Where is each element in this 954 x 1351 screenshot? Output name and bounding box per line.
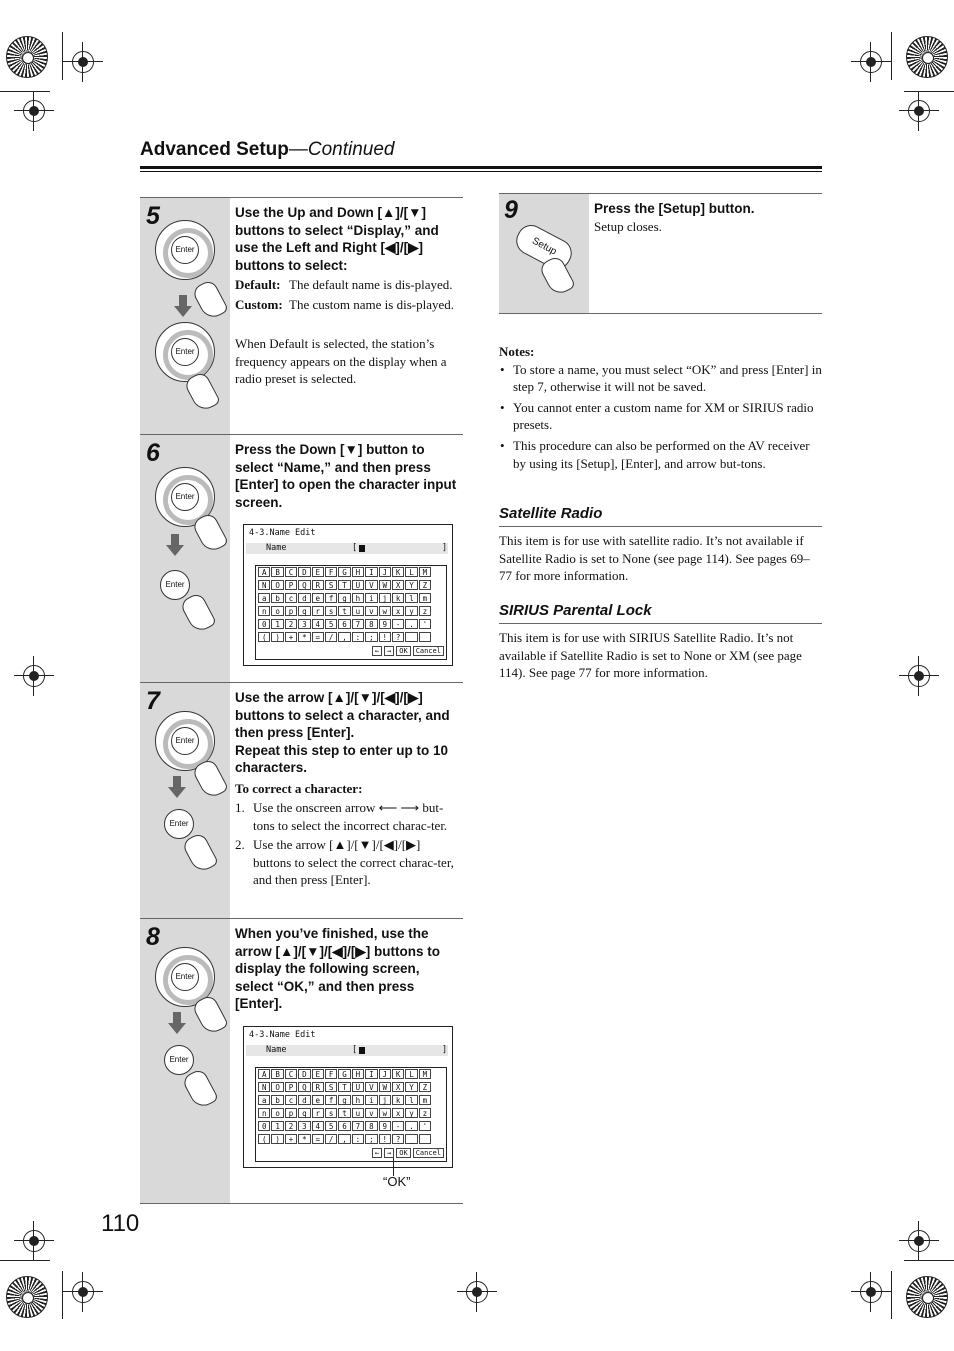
screen-controls — [258, 1148, 444, 1160]
char-key[interactable]: g — [338, 1095, 350, 1105]
section-rule — [499, 526, 822, 527]
char-key[interactable]: e — [312, 1095, 324, 1105]
char-key[interactable]: , — [338, 632, 350, 642]
char-key[interactable]: Q — [298, 1082, 310, 1092]
char-key[interactable]: w — [379, 1108, 391, 1118]
char-key[interactable]: s — [325, 606, 337, 616]
char-key[interactable]: P — [285, 1082, 297, 1092]
ok-key[interactable]: OK — [396, 646, 410, 656]
enter-button-label: Enter — [171, 338, 199, 366]
section-heading: Satellite Radio — [499, 505, 603, 522]
char-key[interactable]: W — [379, 580, 391, 590]
char-key[interactable]: 5 — [325, 1121, 337, 1131]
char-key[interactable]: ' — [419, 1121, 431, 1131]
note-item: • You cannot enter a custom name for XM or SIRIUS radio presets. — [513, 399, 822, 434]
char-key[interactable]: c — [285, 1095, 297, 1105]
char-key[interactable]: w — [379, 606, 391, 616]
crosshair-icon — [23, 100, 45, 122]
crosshair-icon — [860, 1281, 882, 1303]
char-key[interactable]: 0 — [258, 1121, 270, 1131]
crop-line — [0, 91, 50, 92]
char-key[interactable]: z — [419, 606, 431, 616]
step-instruction: Press the Down [▼] button to select “Name,” and then press [Enter] to open the character input screen. — [235, 442, 457, 510]
char-key[interactable]: . — [405, 1121, 417, 1131]
char-key[interactable]: e — [312, 593, 324, 603]
char-row — [258, 1108, 444, 1121]
char-key[interactable]: Z — [419, 1082, 431, 1092]
section-rule — [499, 623, 822, 624]
char-key[interactable]: b — [271, 593, 283, 603]
char-key[interactable]: h — [352, 1095, 364, 1105]
arrow-down-icon — [168, 787, 186, 798]
char-key[interactable]: R — [312, 1082, 324, 1092]
char-key[interactable]: Y — [405, 580, 417, 590]
char-key[interactable]: p — [285, 606, 297, 616]
step-instruction-repeat: Repeat this step to enter up to 10 characters. — [235, 742, 449, 776]
enter-button-icon — [160, 570, 190, 600]
step-instruction: Press the [Setup] button. — [594, 201, 755, 216]
char-key[interactable]: 8 — [365, 1121, 377, 1131]
arrow-right-key[interactable]: → — [384, 1148, 394, 1158]
char-key[interactable]: r — [312, 1108, 324, 1118]
char-key[interactable]: 8 — [365, 619, 377, 629]
char-key[interactable]: * — [298, 1134, 310, 1144]
character-grid — [255, 565, 447, 660]
char-key[interactable]: H — [352, 1069, 364, 1079]
char-row — [258, 1134, 444, 1147]
step-body — [235, 925, 461, 1013]
char-key[interactable]: S — [325, 1082, 337, 1092]
char-key[interactable]: 1 — [271, 1121, 283, 1131]
arrow-down-icon — [168, 1023, 186, 1034]
char-key[interactable]: x — [392, 1108, 404, 1118]
note-item: • This procedure can also be performed on the AV receiver by using its [Setup], [Enter], and arrow but-tons. — [513, 437, 822, 472]
char-key[interactable]: 7 — [352, 619, 364, 629]
char-row — [258, 1082, 444, 1095]
char-key[interactable]: t — [338, 606, 350, 616]
crosshair-icon — [72, 1281, 94, 1303]
crosshair-icon — [466, 1281, 488, 1303]
char-key[interactable]: s — [325, 1108, 337, 1118]
enter-button-icon — [164, 809, 194, 839]
char-key[interactable]: V — [365, 580, 377, 590]
section-text: This item is for use with SIRIUS Satellite Radio. It’s not available if Satellite Radio is set to None or XM (see page 114). See page 77 for more information. — [499, 630, 802, 681]
correct-item: 2. Use the arrow [▲]/[▼]/[◀]/[▶] buttons to select the correct charac-ter, and then press [Enter]. — [235, 836, 461, 889]
char-key[interactable]: v — [365, 606, 377, 616]
char-key[interactable]: C — [285, 1069, 297, 1079]
char-key[interactable]: . — [405, 619, 417, 629]
char-key[interactable]: 9 — [379, 619, 391, 629]
char-key[interactable]: = — [312, 632, 324, 642]
char-key[interactable]: m — [419, 593, 431, 603]
char-key[interactable]: D — [298, 1069, 310, 1079]
char-key[interactable]: ; — [365, 1134, 377, 1144]
char-key[interactable]: ( — [258, 1134, 270, 1144]
char-key[interactable]: / — [325, 1134, 337, 1144]
char-key[interactable]: F — [325, 1069, 337, 1079]
correct-item-text: Use the arrow [▲]/[▼]/[◀]/[▶] buttons to select the correct charac-ter, and then press [Enter]. — [253, 837, 454, 888]
char-key[interactable]: A — [258, 1069, 270, 1079]
char-row — [258, 1069, 444, 1082]
char-row — [258, 1121, 444, 1134]
screen-controls — [258, 646, 444, 658]
step-body — [235, 689, 461, 889]
bracket-open: [ — [352, 1045, 358, 1055]
arrow-left-key[interactable]: ← — [372, 1148, 382, 1158]
step-5 — [140, 197, 463, 435]
step-result: Setup closes. — [594, 218, 662, 234]
enter-button-label: Enter — [169, 819, 189, 828]
section-heading: SIRIUS Parental Lock — [499, 602, 652, 619]
char-key[interactable]: a — [258, 1095, 270, 1105]
char-key[interactable]: 9 — [379, 1121, 391, 1131]
char-key[interactable]: y — [405, 606, 417, 616]
crop-line — [891, 32, 892, 80]
char-key[interactable]: u — [352, 1108, 364, 1118]
char-key[interactable]: + — [285, 1134, 297, 1144]
char-row — [258, 619, 444, 632]
crosshair-icon — [72, 51, 94, 73]
char-key[interactable]: 4 — [312, 619, 324, 629]
char-key[interactable]: _ — [405, 632, 417, 642]
char-key[interactable]: K — [392, 1069, 404, 1079]
char-row — [258, 606, 444, 619]
header-continued: —Continued — [288, 139, 395, 160]
char-key[interactable]: N — [258, 1082, 270, 1092]
char-key[interactable]: d — [298, 1095, 310, 1105]
char-row — [258, 580, 444, 593]
char-key[interactable] — [419, 1134, 431, 1144]
step-body — [235, 441, 461, 511]
crop-line — [62, 1271, 63, 1319]
enter-button-label: Enter — [169, 1055, 189, 1064]
enter-button-icon — [164, 1045, 194, 1075]
char-key[interactable]: V — [365, 1082, 377, 1092]
char-row — [258, 593, 444, 606]
char-key[interactable]: I — [365, 567, 377, 577]
char-key[interactable]: O — [271, 1082, 283, 1092]
option-desc: The default name is dis-played. — [289, 277, 453, 293]
cancel-key[interactable]: Cancel — [413, 646, 444, 656]
arrow-right-key[interactable]: → — [384, 646, 394, 656]
notes-list — [499, 361, 822, 473]
remote-dial-icon — [155, 220, 215, 280]
char-key[interactable]: 6 — [338, 1121, 350, 1131]
crosshair-icon — [908, 1230, 930, 1252]
char-key[interactable]: b — [271, 1095, 283, 1105]
header-rule — [140, 166, 822, 169]
char-row — [258, 632, 444, 645]
char-key[interactable]: D — [298, 567, 310, 577]
name-field-bar — [246, 1045, 448, 1056]
char-key[interactable]: = — [312, 1134, 324, 1144]
char-key[interactable]: d — [298, 593, 310, 603]
name-field-label: Name — [266, 1045, 287, 1055]
cursor-block-icon — [359, 545, 365, 552]
char-key[interactable]: X — [392, 580, 404, 590]
char-key[interactable]: T — [338, 1082, 350, 1092]
registration-wheel-icon — [6, 36, 48, 78]
notes-heading: Notes: — [499, 344, 535, 359]
step-instruction: When you’ve finished, use the arrow [▲]/[▼]/[◀]/[▶] buttons to display the following screen, select “OK,” and then press [Enter]. — [235, 926, 440, 1012]
crop-line — [904, 1260, 954, 1261]
enter-button-label: Enter — [171, 236, 199, 264]
char-key[interactable]: f — [325, 593, 337, 603]
arrow-down-icon — [174, 306, 192, 317]
char-key[interactable]: h — [352, 593, 364, 603]
char-key[interactable]: n — [258, 606, 270, 616]
char-key[interactable]: ! — [379, 1134, 391, 1144]
char-key[interactable]: U — [352, 1082, 364, 1092]
char-key[interactable]: F — [325, 567, 337, 577]
ok-key[interactable]: OK — [396, 1148, 410, 1158]
crosshair-icon — [908, 100, 930, 122]
step-instruction: Use the Up and Down [▲]/[▼] buttons to select “Display,” and use the Left and Right [◀]/[▶] buttons to select: — [235, 205, 439, 273]
step-9 — [499, 193, 822, 314]
char-key[interactable]: ) — [271, 1134, 283, 1144]
char-key[interactable]: r — [312, 606, 324, 616]
char-key[interactable]: H — [352, 567, 364, 577]
char-key[interactable]: / — [325, 632, 337, 642]
character-grid — [255, 1067, 447, 1162]
char-key[interactable]: * — [298, 632, 310, 642]
step-7 — [140, 682, 463, 919]
char-key[interactable]: 1 — [271, 619, 283, 629]
step-number: 6 — [146, 439, 160, 467]
char-key[interactable]: 5 — [325, 619, 337, 629]
char-key[interactable]: o — [271, 1108, 283, 1118]
registration-wheel-icon — [6, 1276, 48, 1318]
char-key[interactable]: ? — [392, 632, 404, 642]
correct-item: 1. Use the onscreen arrow ⟵ ⟶ but-tons to select the incorrect charac-ter. — [235, 799, 461, 834]
step-body — [594, 200, 820, 236]
char-key[interactable]: A — [258, 567, 270, 577]
option-term: Custom: — [235, 296, 283, 312]
char-key[interactable]: ( — [258, 632, 270, 642]
char-key[interactable]: l — [405, 1095, 417, 1105]
char-key[interactable]: M — [419, 1069, 431, 1079]
char-key[interactable]: : — [352, 1134, 364, 1144]
name-edit-screen-ok — [243, 1026, 453, 1168]
step-number: 8 — [146, 923, 160, 951]
char-key[interactable]: O — [271, 580, 283, 590]
section-satellite-radio — [499, 505, 822, 585]
char-key[interactable]: J — [379, 567, 391, 577]
registration-wheel-icon — [906, 1276, 948, 1318]
char-key[interactable]: Y — [405, 1082, 417, 1092]
notes-block — [499, 343, 822, 475]
char-key[interactable]: C — [285, 567, 297, 577]
char-key[interactable]: - — [392, 619, 404, 629]
char-key[interactable]: _ — [405, 1134, 417, 1144]
char-key[interactable]: j — [379, 593, 391, 603]
char-key[interactable]: o — [271, 606, 283, 616]
char-key[interactable]: E — [312, 567, 324, 577]
char-key[interactable]: x — [392, 606, 404, 616]
char-key[interactable]: ) — [271, 632, 283, 642]
char-key[interactable]: t — [338, 1108, 350, 1118]
char-key[interactable]: 3 — [298, 1121, 310, 1131]
char-key[interactable]: P — [285, 580, 297, 590]
crosshair-icon — [23, 1230, 45, 1252]
char-key[interactable]: T — [338, 580, 350, 590]
step-note: When Default is selected, the station’s frequency appears on the display when a radio preset is selected. — [235, 336, 447, 387]
char-key[interactable]: y — [405, 1108, 417, 1118]
char-key[interactable]: : — [352, 632, 364, 642]
enter-button-label: Enter — [171, 483, 199, 511]
cancel-key[interactable]: Cancel — [413, 1148, 444, 1158]
char-key[interactable]: c — [285, 593, 297, 603]
char-key[interactable]: K — [392, 567, 404, 577]
char-key[interactable]: - — [392, 1121, 404, 1131]
crop-line — [891, 1271, 892, 1319]
correct-heading: To correct a character: — [235, 780, 363, 796]
char-key[interactable]: M — [419, 567, 431, 577]
name-field-label: Name — [266, 543, 287, 553]
header-title: Advanced Setup — [140, 139, 289, 160]
section-text: This item is for use with satellite radio. It’s not available if Satellite Radio is set to None (see page 114). See pages 69–77 for more information. — [499, 533, 810, 584]
bracket-close: ] — [442, 1045, 448, 1055]
option-desc: The custom name is dis-played. — [289, 296, 454, 312]
section-sirius-parental-lock — [499, 602, 822, 682]
char-key[interactable]: ; — [365, 632, 377, 642]
enter-button-label: Enter — [171, 963, 199, 991]
option-row — [235, 276, 461, 294]
char-key[interactable]: E — [312, 1069, 324, 1079]
char-key[interactable]: k — [392, 593, 404, 603]
bracket-close: ] — [442, 543, 448, 553]
char-key[interactable]: B — [271, 567, 283, 577]
char-key[interactable]: Q — [298, 580, 310, 590]
char-key[interactable]: l — [405, 593, 417, 603]
crop-line — [62, 32, 63, 80]
ok-callout-label: “OK” — [383, 1174, 411, 1189]
arrow-down-icon — [166, 545, 184, 556]
char-key[interactable]: W — [379, 1082, 391, 1092]
char-key[interactable]: N — [258, 580, 270, 590]
screen-title: 4-3.Name Edit — [249, 1030, 316, 1040]
char-row — [258, 567, 444, 580]
char-key[interactable]: m — [419, 1095, 431, 1105]
setup-button-label: Setup — [530, 235, 559, 258]
name-field-bar — [246, 543, 448, 554]
char-key[interactable]: q — [298, 606, 310, 616]
char-key[interactable]: j — [379, 1095, 391, 1105]
char-key[interactable]: u — [352, 606, 364, 616]
crosshair-icon — [860, 51, 882, 73]
step-number: 9 — [504, 196, 518, 224]
char-key[interactable]: a — [258, 593, 270, 603]
enter-button-label: Enter — [171, 727, 199, 755]
char-key[interactable]: J — [379, 1069, 391, 1079]
correct-item-text: Use the onscreen arrow ⟵ ⟶ but-tons to select the incorrect charac-ter. — [253, 800, 448, 833]
char-key[interactable]: ? — [392, 1134, 404, 1144]
char-key[interactable]: 3 — [298, 619, 310, 629]
char-key[interactable]: 4 — [312, 1121, 324, 1131]
cursor-block-icon — [359, 1047, 365, 1054]
arrow-left-key[interactable]: ← — [372, 646, 382, 656]
char-key[interactable]: G — [338, 1069, 350, 1079]
char-key[interactable]: g — [338, 593, 350, 603]
header-rule — [140, 171, 822, 172]
char-key[interactable]: 0 — [258, 619, 270, 629]
registration-wheel-icon — [906, 36, 948, 78]
char-key[interactable]: i — [365, 593, 377, 603]
step-instruction: Use the arrow [▲]/[▼]/[◀]/[▶] buttons to select a character, and then press [Enter]. — [235, 690, 450, 741]
char-key[interactable]: ! — [379, 632, 391, 642]
char-key[interactable]: i — [365, 1095, 377, 1105]
char-key[interactable]: G — [338, 567, 350, 577]
char-key[interactable]: U — [352, 580, 364, 590]
page-number: 110 — [101, 1210, 140, 1237]
char-key[interactable]: I — [365, 1069, 377, 1079]
enter-button-label: Enter — [165, 580, 185, 589]
name-edit-screen — [243, 524, 453, 666]
char-key[interactable]: v — [365, 1108, 377, 1118]
step-body — [235, 204, 461, 388]
remote-dial-icon — [155, 322, 215, 382]
char-row — [258, 1095, 444, 1108]
char-key[interactable]: L — [405, 567, 417, 577]
char-key[interactable]: ' — [419, 619, 431, 629]
page-header — [140, 139, 395, 161]
char-key[interactable]: X — [392, 1082, 404, 1092]
bracket-open: [ — [352, 543, 358, 553]
screen-title: 4-3.Name Edit — [249, 528, 316, 538]
char-key[interactable]: 6 — [338, 619, 350, 629]
char-key[interactable]: S — [325, 580, 337, 590]
char-key[interactable]: z — [419, 1108, 431, 1118]
step-number: 7 — [146, 687, 160, 715]
char-key[interactable]: + — [285, 632, 297, 642]
char-key[interactable]: 7 — [352, 1121, 364, 1131]
char-key[interactable]: p — [285, 1108, 297, 1118]
char-key[interactable] — [419, 632, 431, 642]
char-key[interactable]: n — [258, 1108, 270, 1118]
note-item: • To store a name, you must select “OK” and press [Enter] in step 7, otherwise it will not be saved. — [513, 361, 822, 396]
crosshair-icon — [23, 665, 45, 687]
char-key[interactable]: L — [405, 1069, 417, 1079]
char-key[interactable]: Z — [419, 580, 431, 590]
option-term: Default: — [235, 277, 281, 293]
char-key[interactable]: , — [338, 1134, 350, 1144]
crosshair-icon — [908, 665, 930, 687]
crop-line — [904, 91, 954, 92]
crop-line — [0, 1260, 50, 1261]
char-key[interactable]: 2 — [285, 1121, 297, 1131]
step-number: 5 — [146, 202, 160, 230]
char-key[interactable]: 2 — [285, 619, 297, 629]
char-key[interactable]: f — [325, 1095, 337, 1105]
char-key[interactable]: k — [392, 1095, 404, 1105]
char-key[interactable]: R — [312, 580, 324, 590]
char-key[interactable]: q — [298, 1108, 310, 1118]
option-row — [235, 296, 461, 314]
char-key[interactable]: B — [271, 1069, 283, 1079]
